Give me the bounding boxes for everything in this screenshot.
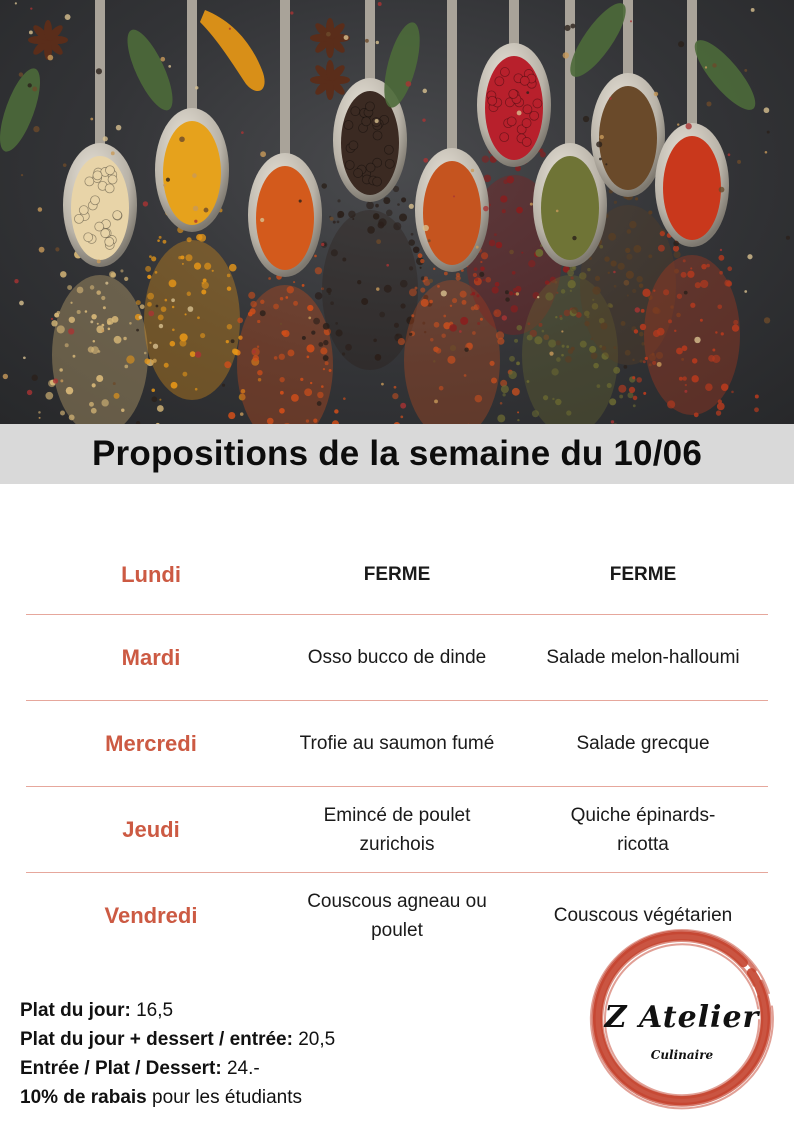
day-label: Jeudi [122,817,180,842]
menu-row-tuesday [26,615,768,701]
dish-2-line-1: Quiche épinards- [570,804,716,826]
menu-row-monday [26,530,768,615]
dish-1-line-2: zurichois [359,833,435,855]
dish-1 [276,801,518,859]
price-list [20,996,335,1112]
menu-row-wednesday [26,701,768,787]
logo-subtitle: Culinaire [650,1048,714,1062]
page-title: Propositions de la semaine du 10/06 [92,434,702,473]
menu-row-thursday [26,787,768,873]
day-label: Mercredi [105,731,197,756]
weekly-menu [26,530,768,958]
dish-2: Salade grecque [576,733,710,754]
dish-2: Salade melon-halloumi [546,647,740,668]
dish-2: Couscous végétarien [553,905,733,926]
dish-2: FERME [609,564,677,585]
dish-1 [276,887,518,945]
header-photo [0,0,794,424]
day-label: Lundi [121,562,181,587]
dish-2 [518,801,768,859]
title-band [0,424,794,484]
student-discount: 10% de rabais pour les étudiants [20,1087,303,1108]
dish-1: Trofie au saumon fumé [299,733,495,754]
price-line-menu-complet: Entrée / Plat / Dessert: 24.- [20,1058,260,1079]
dish-1-line-1: Emincé de poulet [323,804,471,826]
price-line-plat: Plat du jour: 16,5 [20,1000,174,1021]
dish-2-line-2: ricotta [617,833,669,855]
dish-1: Osso bucco de dinde [307,647,487,668]
dish-1: FERME [363,564,431,585]
dish-1-line-2: poulet [371,919,423,941]
spices-illustration [0,0,794,424]
logo-name: Z Atelier [604,1000,760,1035]
dish-1-line-1: Couscous agneau ou [307,890,487,912]
price-line-plat-dessert: Plat du jour + dessert / entrée: 20,5 [20,1029,336,1050]
day-label: Vendredi [104,903,198,928]
restaurant-logo [584,924,780,1114]
day-label: Mardi [121,645,181,670]
